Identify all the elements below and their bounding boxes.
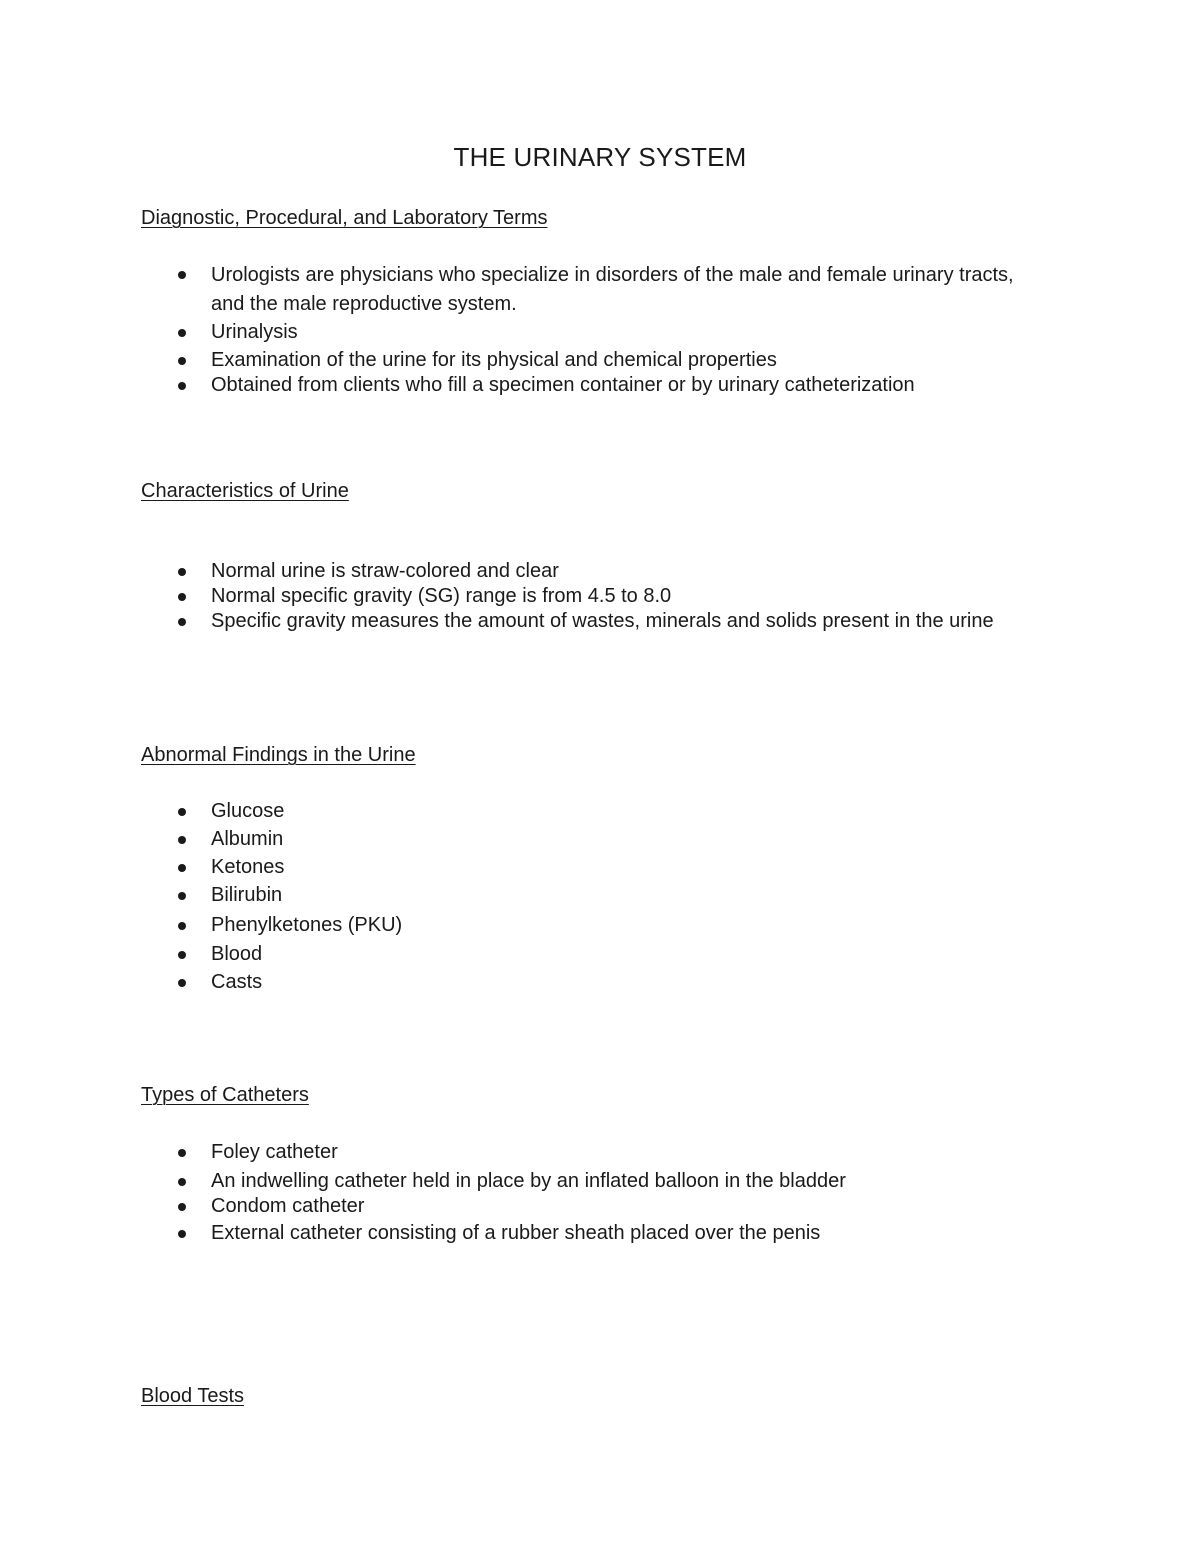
bullet-icon: [178, 1149, 186, 1157]
list-item-text: Bilirubin: [211, 884, 283, 906]
list-item-text: Urologists are physicians who specialize in disorders of the male and female urinary tracts, and the male reproductive system.: [211, 264, 1014, 315]
bullet-icon: [178, 979, 186, 987]
list-item-text: Normal urine is straw-colored and clear: [211, 560, 559, 582]
list-item-text: Specific gravity measures the amount of wastes, minerals and solids present in the urine: [211, 610, 994, 632]
bullet-icon: [178, 1203, 186, 1211]
list-item-text: Albumin: [211, 828, 284, 850]
section-heading-diagnostic-terms: Diagnostic, Procedural, and Laboratory Terms: [141, 207, 548, 229]
list-item: [211, 607, 994, 636]
bullet-icon: [178, 618, 186, 626]
section-heading-types-of-catheters: Types of Catheters: [141, 1084, 309, 1106]
list-item-text: Casts: [211, 971, 263, 993]
list-item: [211, 940, 262, 969]
bullet-icon: [178, 329, 186, 337]
list-item: [211, 911, 402, 940]
bullet-icon: [178, 271, 186, 279]
list-item-text: External catheter consisting of a rubber sheath placed over the penis: [211, 1222, 821, 1244]
list-item-text: Phenylketones (PKU): [211, 914, 403, 936]
list-item-text: Condom catheter: [211, 1195, 365, 1217]
section-heading-characteristics-of-urine: Characteristics of Urine: [141, 480, 349, 502]
list-item: [211, 371, 915, 400]
list-item: [211, 853, 284, 882]
list-item: [211, 1192, 364, 1221]
list-item: [211, 318, 298, 347]
list-item-text: An indwelling catheter held in place by an inflated balloon in the bladder: [211, 1170, 846, 1192]
bullet-icon: [178, 593, 186, 601]
list-item: [211, 797, 284, 826]
section-heading-abnormal-findings: Abnormal Findings in the Urine: [141, 744, 416, 766]
section-heading-blood-tests: Blood Tests: [141, 1385, 245, 1407]
list-item-text: Glucose: [211, 800, 285, 822]
bullet-icon: [178, 568, 186, 576]
list-item-text: Urinalysis: [211, 321, 298, 343]
bullet-icon: [178, 382, 186, 390]
list-item-text: Examination of the urine for its physical and chemical properties: [211, 349, 777, 371]
list-item-text: Foley catheter: [211, 1141, 338, 1163]
bullet-icon: [178, 864, 186, 872]
list-item-text: Obtained from clients who fill a specimen container or by urinary catheterization: [211, 374, 915, 396]
bullet-icon: [178, 951, 186, 959]
list-item: [211, 968, 262, 997]
bullet-icon: [178, 922, 186, 930]
page-title: THE URINARY SYSTEM: [453, 142, 747, 172]
bullet-icon: [178, 1178, 186, 1186]
bullet-icon: [178, 808, 186, 816]
list-item: [211, 261, 1031, 319]
bullet-icon: [178, 836, 186, 844]
list-item-text: Ketones: [211, 856, 285, 878]
list-item-text: Blood: [211, 943, 263, 965]
list-item-text: Normal specific gravity (SG) range is from 4.5 to 8.0: [211, 585, 672, 607]
list-item: [211, 881, 282, 910]
list-item: [211, 1138, 338, 1167]
bullet-icon: [178, 1230, 186, 1238]
list-item: [211, 825, 283, 854]
bullet-icon: [178, 892, 186, 900]
list-item: [211, 1219, 820, 1248]
bullet-icon: [178, 357, 186, 365]
